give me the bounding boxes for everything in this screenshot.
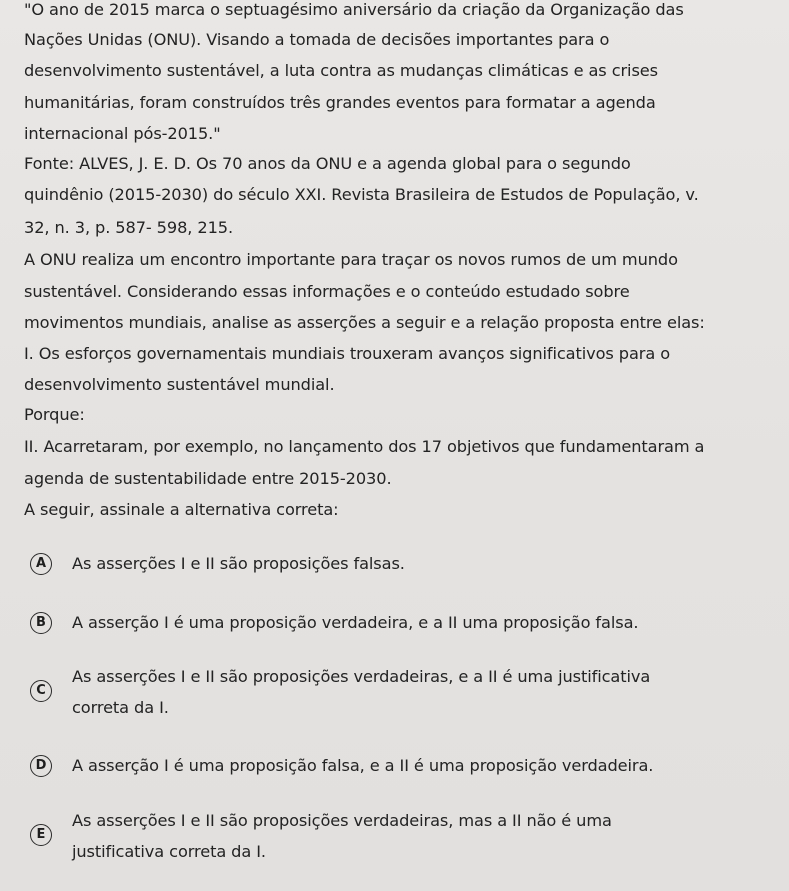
option-c-text-line-1: As asserções I e II são proposições verdadeiras, e a II é uma justificativa xyxy=(72,667,651,686)
question-line-2: Nações Unidas (ONU). Visando a tomada de decisões importantes para o xyxy=(24,30,610,49)
option-e-badge[interactable]: E xyxy=(30,824,52,846)
option-d-text: A asserção I é uma proposição falsa, e a II é uma proposição verdadeira. xyxy=(72,756,654,775)
assertion-1-line-1: I. Os esforços governamentais mundiais trouxeram avanços significativos para o xyxy=(24,344,671,363)
assertion-2-line-1: II. Acarretaram, por exemplo, no lançamento dos 17 objetivos que fundamentaram a xyxy=(24,437,705,456)
option-c-badge[interactable]: C xyxy=(30,680,52,702)
assertion-2-line-2: agenda de sustentabilidade entre 2015-2030. xyxy=(24,469,392,488)
question-line-3: desenvolvimento sustentável, a luta contra as mudanças climáticas e as crises xyxy=(24,61,658,80)
option-d-badge[interactable]: D xyxy=(30,755,52,777)
context-line-1: A ONU realiza um encontro importante para traçar os novos rumos de um mundo xyxy=(24,250,678,269)
source-line-1: Fonte: ALVES, J. E. D. Os 70 anos da ONU e a agenda global para o segundo xyxy=(24,154,631,173)
context-line-3: movimentos mundiais, analise as asserções a seguir e a relação proposta entre elas: xyxy=(24,313,705,332)
option-a-text: As asserções I e II são proposições falsas. xyxy=(72,554,405,573)
question-line-4: humanitárias, foram construídos três grandes eventos para formatar a agenda xyxy=(24,93,656,112)
option-b-text: A asserção I é uma proposição verdadeira, e a II uma proposição falsa. xyxy=(72,613,639,632)
source-line-2: quindênio (2015-2030) do século XXI. Revista Brasileira de Estudos de População, v. xyxy=(24,185,699,204)
question-line-1: "O ano de 2015 marca o septuagésimo aniversário da criação da Organização das xyxy=(24,0,684,19)
option-e-text-line-2: justificativa correta da I. xyxy=(72,842,266,861)
porque-label: Porque: xyxy=(24,405,85,424)
option-c-text-line-2: correta da I. xyxy=(72,698,169,717)
context-line-2: sustentável. Considerando essas informações e o conteúdo estudado sobre xyxy=(24,282,630,301)
option-e-text-line-1: As asserções I e II são proposições verdadeiras, mas a II não é uma xyxy=(72,811,612,830)
assertion-1-line-2: desenvolvimento sustentável mundial. xyxy=(24,375,335,394)
option-a-badge[interactable]: A xyxy=(30,553,52,575)
option-b-badge[interactable]: B xyxy=(30,612,52,634)
instruction-line: A seguir, assinale a alternativa correta: xyxy=(24,500,339,519)
question-line-5: internacional pós-2015." xyxy=(24,124,221,143)
source-line-3: 32, n. 3, p. 587- 598, 215. xyxy=(24,218,234,237)
